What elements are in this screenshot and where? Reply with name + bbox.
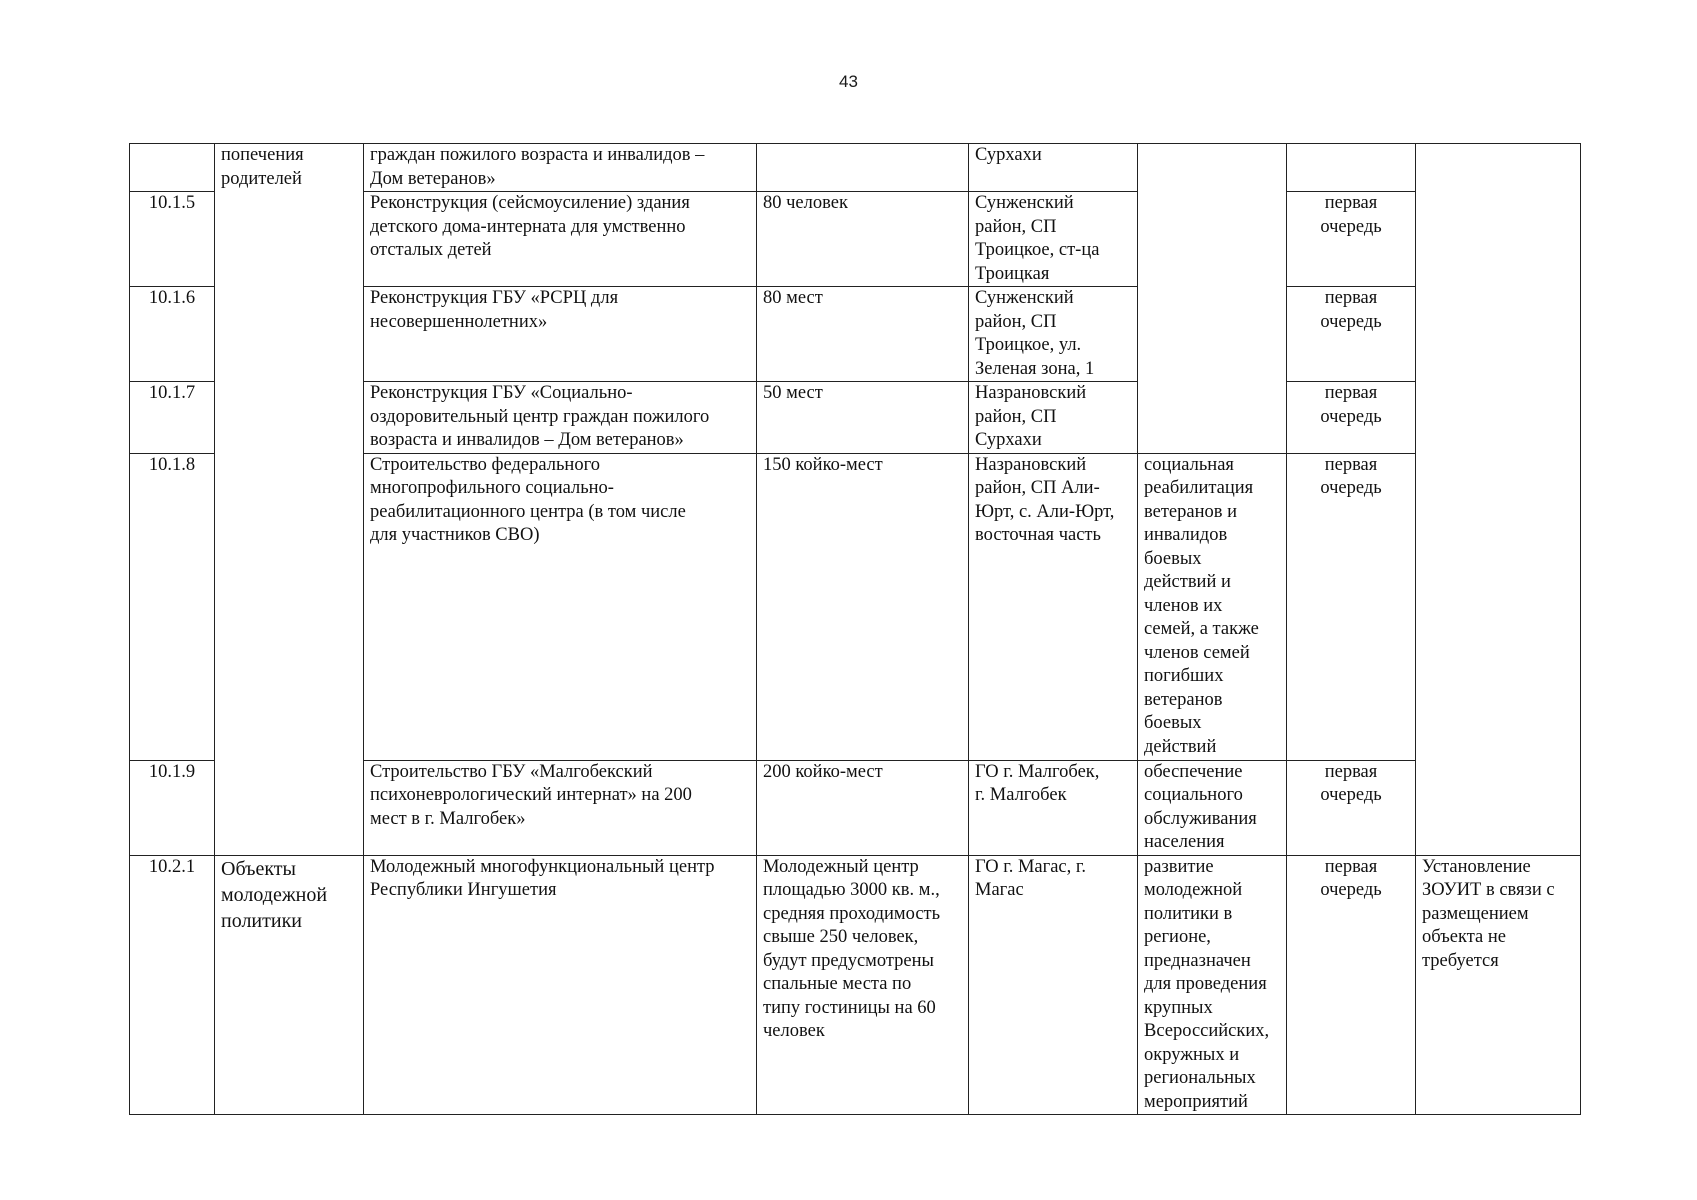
cell-text-line: ГО г. Магас, г. bbox=[975, 856, 1087, 877]
cell-text-line: очередь bbox=[1320, 785, 1382, 805]
cell-text-line: боевых bbox=[1144, 548, 1202, 569]
row-number bbox=[130, 192, 215, 287]
cell-text-line: 10.1.5 bbox=[148, 193, 196, 213]
cell-text-line: мест в г. Малгобек» bbox=[370, 808, 526, 829]
cell-text-line: г. Малгобек bbox=[975, 785, 1067, 805]
cell-text-line: будут предусмотрены bbox=[763, 950, 934, 971]
purpose-cell bbox=[1138, 760, 1287, 855]
cell-text-line: несовершеннолетних» bbox=[370, 311, 548, 332]
category-cell bbox=[215, 144, 364, 856]
cell-text-line: ЗОУИТ в связи с bbox=[1422, 880, 1555, 900]
cell-text-line: окружных и bbox=[1144, 1044, 1240, 1065]
cell-text-line: Зеленая зона, 1 bbox=[975, 358, 1095, 379]
cell-text-line: крупных bbox=[1144, 997, 1213, 1018]
cell-text-line: район, СП bbox=[975, 216, 1057, 237]
capacity-cell bbox=[757, 453, 969, 760]
cell-text-line: боевых bbox=[1144, 713, 1202, 733]
cell-text-line: регионе, bbox=[1144, 927, 1211, 947]
cell-text-line: восточная часть bbox=[975, 525, 1101, 545]
cell-text-line: 10.1.9 bbox=[148, 761, 196, 782]
cell-text-line: социальная bbox=[1144, 454, 1234, 475]
location-cell bbox=[969, 192, 1138, 287]
cell-text-line: очередь bbox=[1320, 216, 1382, 237]
cell-text-line: Установление bbox=[1422, 856, 1531, 877]
stage-cell bbox=[1287, 287, 1416, 382]
cell-text-line: Реконструкция ГБУ «РСРЦ для bbox=[370, 288, 619, 308]
cell-text-line: размещением bbox=[1422, 903, 1529, 924]
cell-text-line: членов семей bbox=[1144, 642, 1250, 663]
object-name-cell bbox=[364, 453, 757, 760]
location-cell bbox=[969, 144, 1138, 192]
purpose-cell bbox=[1138, 144, 1287, 454]
stage-cell bbox=[1287, 192, 1416, 287]
cell-text-line: очередь bbox=[1320, 406, 1382, 427]
location-cell bbox=[969, 453, 1138, 760]
cell-text-line: человек bbox=[763, 1021, 825, 1041]
cell-text-line: Республики Ингушетия bbox=[370, 880, 557, 900]
cell-text-line: обеспечение bbox=[1144, 761, 1243, 782]
cell-text-line: отсталых детей bbox=[370, 240, 492, 260]
cell-text-line: 10.1.8 bbox=[148, 454, 196, 475]
capacity-cell bbox=[757, 382, 969, 454]
row-number bbox=[130, 855, 215, 1115]
cell-text-line: политики bbox=[221, 909, 302, 932]
cell-text-line: 10.2.1 bbox=[148, 856, 196, 877]
stage-cell bbox=[1287, 855, 1416, 1115]
cell-text-line: реабилитационного центра (в том числе bbox=[370, 501, 686, 522]
cell-text-line: объекта не bbox=[1422, 927, 1506, 947]
cell-text-line: Молодежный центр bbox=[763, 856, 919, 877]
category-cell bbox=[215, 855, 364, 1115]
cell-text-line: Магас bbox=[975, 880, 1024, 900]
cell-text-line: граждан пожилого возраста и инвалидов – bbox=[370, 145, 705, 165]
cell-text-line: для участников СВО) bbox=[370, 525, 540, 545]
row-number bbox=[130, 287, 215, 382]
cell-text-line: район, СП bbox=[975, 311, 1057, 332]
cell-text-line: первая bbox=[1324, 193, 1378, 213]
capacity-cell bbox=[757, 192, 969, 287]
cell-text-line: предназначен bbox=[1144, 950, 1251, 971]
cell-text-line: региональных bbox=[1144, 1068, 1256, 1088]
cell-text-line: спальные места по bbox=[763, 974, 912, 994]
cell-text-line: ветеранов bbox=[1144, 689, 1223, 710]
cell-text-line: Юрт, с. Али-Юрт, bbox=[975, 501, 1115, 522]
cell-text-line: Сунженский bbox=[975, 193, 1074, 213]
cell-text-line: членов их bbox=[1144, 595, 1223, 616]
cell-text-line: развитие bbox=[1144, 856, 1214, 877]
cell-text-line: реабилитация bbox=[1144, 478, 1254, 498]
cell-text-line: район, СП Али- bbox=[975, 478, 1100, 498]
table-row bbox=[130, 855, 1581, 1115]
cell-text-line: социального bbox=[1144, 785, 1243, 805]
cell-text-line: молодежной bbox=[221, 883, 328, 906]
cell-text-line: требуется bbox=[1422, 950, 1499, 971]
cell-text-line: первая bbox=[1324, 856, 1378, 877]
capacity-cell bbox=[757, 760, 969, 855]
table-row bbox=[130, 144, 1581, 192]
cell-text-line: Объекты bbox=[221, 857, 296, 880]
cell-text-line: возраста и инвалидов – Дом ветеранов» bbox=[370, 430, 684, 450]
cell-text-line: оздоровительный центр граждан пожилого bbox=[370, 406, 710, 427]
cell-text-line: 80 человек bbox=[763, 193, 848, 213]
cell-text-line: политики в bbox=[1144, 903, 1233, 924]
stage-cell bbox=[1287, 382, 1416, 454]
cell-text-line: обслуживания bbox=[1144, 808, 1257, 829]
capacity-cell bbox=[757, 144, 969, 192]
cell-text-line: населения bbox=[1144, 832, 1225, 852]
cell-text-line: очередь bbox=[1320, 880, 1382, 900]
row-number bbox=[130, 760, 215, 855]
stage-cell bbox=[1287, 144, 1416, 192]
cell-text-line: первая bbox=[1324, 761, 1378, 782]
cell-text-line: Сунженский bbox=[975, 288, 1074, 308]
cell-text-line: Строительство федерального bbox=[370, 454, 600, 475]
cell-text-line: Реконструкция ГБУ «Социально- bbox=[370, 383, 633, 403]
object-name-cell bbox=[364, 855, 757, 1115]
cell-text-line: попечения bbox=[221, 145, 304, 165]
cell-text-line: площадью 3000 кв. м., bbox=[763, 880, 940, 900]
cell-text-line: ветеранов и bbox=[1144, 501, 1238, 522]
location-cell bbox=[969, 855, 1138, 1115]
stage-cell bbox=[1287, 453, 1416, 760]
cell-text-line: для проведения bbox=[1144, 974, 1267, 994]
cell-text-line: детского дома-интерната для умственно bbox=[370, 216, 686, 237]
cell-text-line: действий и bbox=[1144, 572, 1231, 592]
capacity-cell bbox=[757, 287, 969, 382]
cell-text-line: Реконструкция (сейсмоусиление) здания bbox=[370, 193, 690, 213]
cell-text-line: инвалидов bbox=[1144, 525, 1228, 545]
cell-text-line: средняя проходимость bbox=[763, 903, 941, 924]
cell-text-line: 200 койко-мест bbox=[763, 761, 883, 782]
stage-cell bbox=[1287, 760, 1416, 855]
cell-text-line: 50 мест bbox=[763, 383, 823, 403]
cell-text-line: Дом ветеранов» bbox=[370, 168, 496, 189]
cell-text-line: 10.1.6 bbox=[148, 288, 196, 308]
purpose-cell bbox=[1138, 453, 1287, 760]
cell-text-line: многопрофильного социально- bbox=[370, 478, 614, 498]
cell-text-line: Троицкое, ст-ца bbox=[975, 240, 1100, 260]
capacity-cell bbox=[757, 855, 969, 1115]
zone-cell bbox=[1416, 144, 1581, 856]
location-cell bbox=[969, 287, 1138, 382]
purpose-cell bbox=[1138, 855, 1287, 1115]
cell-text-line: очередь bbox=[1320, 478, 1382, 498]
cell-text-line: 80 мест bbox=[763, 288, 823, 308]
cell-text-line: Назрановский bbox=[975, 383, 1087, 403]
row-number bbox=[130, 144, 215, 192]
cell-text-line: ГО г. Малгобек, bbox=[975, 761, 1100, 782]
cell-text-line: молодежной bbox=[1144, 880, 1243, 900]
row-number bbox=[130, 382, 215, 454]
objects-table bbox=[129, 143, 1581, 1115]
row-number bbox=[130, 453, 215, 760]
cell-text-line: психоневрологический интернат» на 200 bbox=[370, 785, 692, 805]
cell-text-line: действий bbox=[1144, 736, 1217, 757]
object-name-cell bbox=[364, 382, 757, 454]
location-cell bbox=[969, 382, 1138, 454]
cell-text-line: Всероссийских, bbox=[1144, 1021, 1270, 1041]
cell-text-line: Назрановский bbox=[975, 454, 1087, 475]
object-name-cell bbox=[364, 760, 757, 855]
cell-text-line: родителей bbox=[221, 168, 302, 189]
cell-text-line: Троицкая bbox=[975, 263, 1050, 284]
cell-text-line: 10.1.7 bbox=[148, 383, 196, 403]
cell-text-line: 150 койко-мест bbox=[763, 454, 883, 475]
cell-text-line: Молодежный многофункциональный центр bbox=[370, 856, 715, 877]
cell-text-line: погибших bbox=[1144, 666, 1224, 686]
cell-text-line: семей, а также bbox=[1144, 619, 1259, 639]
cell-text-line: типу гостиницы на 60 bbox=[763, 997, 936, 1018]
cell-text-line: мероприятий bbox=[1144, 1091, 1248, 1112]
cell-text-line: первая bbox=[1324, 383, 1378, 403]
cell-text-line: Сурхахи bbox=[975, 430, 1042, 450]
cell-text-line: Троицкое, ул. bbox=[975, 335, 1082, 355]
cell-text-line: Строительство ГБУ «Малгобекский bbox=[370, 761, 653, 782]
cell-text-line: район, СП bbox=[975, 406, 1057, 427]
object-name-cell bbox=[364, 192, 757, 287]
object-name-cell bbox=[364, 144, 757, 192]
page-number: 43 bbox=[839, 72, 858, 91]
cell-text-line: очередь bbox=[1320, 311, 1382, 332]
cell-text-line: Сурхахи bbox=[975, 145, 1042, 165]
cell-text-line: первая bbox=[1324, 288, 1378, 308]
cell-text-line: первая bbox=[1324, 454, 1378, 475]
zone-cell bbox=[1416, 855, 1581, 1115]
location-cell bbox=[969, 760, 1138, 855]
object-name-cell bbox=[364, 287, 757, 382]
cell-text-line: свыше 250 человек, bbox=[763, 927, 919, 947]
